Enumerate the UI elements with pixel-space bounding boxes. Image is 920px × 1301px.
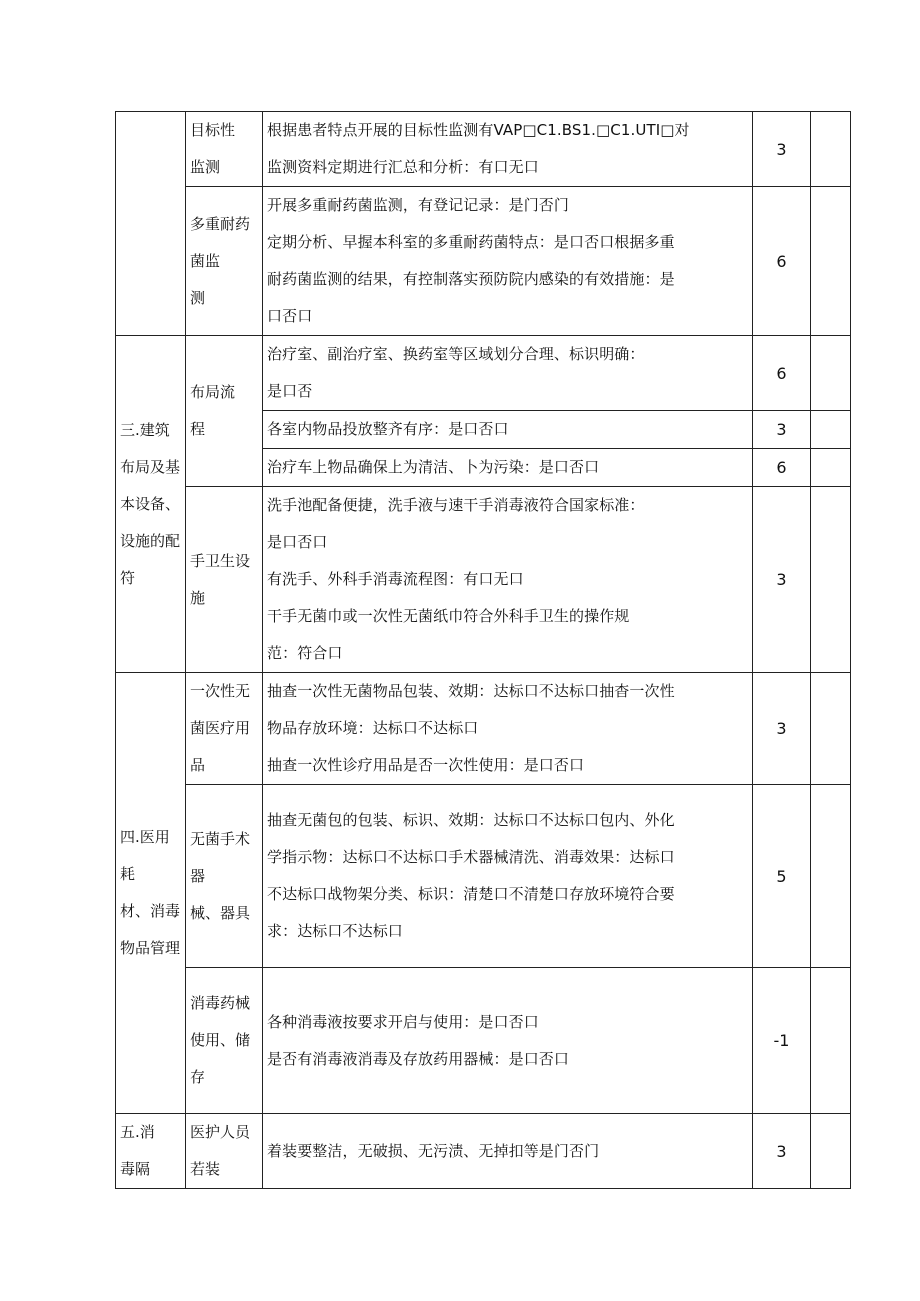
category-cell: 五.消 毒隔 <box>116 1114 186 1189</box>
item-cell: 布局流 程 <box>186 336 263 487</box>
result-cell <box>811 1114 851 1189</box>
item-cell: 多重耐药 菌监 测 <box>186 187 263 336</box>
table-row <box>116 336 851 411</box>
score-cell: 3 <box>753 112 811 187</box>
result-cell <box>811 449 851 487</box>
result-cell <box>811 112 851 187</box>
item-cell: 目标性 监测 <box>186 112 263 187</box>
content-cell: 治疗车上物品确保上为清洁、卜为污染：是口否口 <box>263 449 753 487</box>
table-row <box>116 673 851 785</box>
table-row <box>116 187 851 336</box>
content-cell: 各种消毒液按要求开启与使用：是口否口 是否有消毒液消毒及存放药用器械：是口否口 <box>263 968 753 1114</box>
content-cell: 洗手池配备便捷，洗手液与速干手消毒液符合国家标准： 是口否口 有洗手、外科手消毒流程图：有口无口 干手无菌巾或一次性无菌纸巾符合外科手卫生的操作规 范：符合口 <box>263 487 753 673</box>
item-cell: 医护人员 若装 <box>186 1114 263 1189</box>
result-cell <box>811 411 851 449</box>
content-cell: 着装要整洁，无破损、无污渍、无掉扣等是门否门 <box>263 1114 753 1189</box>
table-row <box>116 112 851 187</box>
item-cell: 手卫生设 施 <box>186 487 263 673</box>
score-cell: -1 <box>753 968 811 1114</box>
score-cell: 3 <box>753 1114 811 1189</box>
content-cell: 开展多重耐药菌监测，有登记记录：是门否门 定期分析、早握本科室的多重耐药菌特点：是口否口根据多重 耐药菌监测的结果，有控制落实预防院内感染的有效措施：是 口否口 <box>263 187 753 336</box>
score-cell: 3 <box>753 411 811 449</box>
score-cell: 3 <box>753 487 811 673</box>
result-cell <box>811 487 851 673</box>
score-cell: 6 <box>753 336 811 411</box>
table-row <box>116 968 851 1114</box>
result-cell <box>811 336 851 411</box>
content-cell: 各室内物品投放整齐有序：是口否口 <box>263 411 753 449</box>
item-cell: 消毒药械 使用、储 存 <box>186 968 263 1114</box>
category-cell: 三.建筑 布局及基 本设备、 设施的配 符 <box>116 336 186 673</box>
score-cell: 6 <box>753 449 811 487</box>
content-cell: 根据患者特点开展的目标性监测有VAP□C1.BS1.□C1.UTI□对 监测资料定期进行汇总和分析：有口无口 <box>263 112 753 187</box>
item-cell: 无菌手术 器 械、器具 <box>186 785 263 968</box>
category-cell: 四.医用 耗 材、消毒 物品管理 <box>116 673 186 1114</box>
table-row <box>116 1114 851 1189</box>
result-cell <box>811 968 851 1114</box>
infection-control-table <box>115 111 851 1189</box>
table-row <box>116 487 851 673</box>
result-cell <box>811 187 851 336</box>
result-cell <box>811 785 851 968</box>
score-cell: 6 <box>753 187 811 336</box>
category-cell-empty <box>116 112 186 336</box>
result-cell <box>811 673 851 785</box>
content-cell: 抽查一次性无菌物品包装、效期：达标口不达标口抽杳一次性 物品存放环境：达标口不达标口 抽查一次性诊疗用品是否一次性使用：是口否口 <box>263 673 753 785</box>
content-cell: 治疗室、副治疗室、换药室等区域划分合理、标识明确： 是口否 <box>263 336 753 411</box>
score-cell: 3 <box>753 673 811 785</box>
score-cell: 5 <box>753 785 811 968</box>
item-cell: 一次性无 菌医疗用 品 <box>186 673 263 785</box>
table-row <box>116 785 851 968</box>
evaluation-sheet <box>115 111 851 1189</box>
content-cell: 抽查无菌包的包装、标识、效期：达标口不达标口包内、外化 学指示物：达标口不达标口手术器械清洗、消毒效果：达标口 不达标口战物架分类、标识：清楚口不清楚口存放环境符合要 求：达标口不达标口 <box>263 785 753 968</box>
